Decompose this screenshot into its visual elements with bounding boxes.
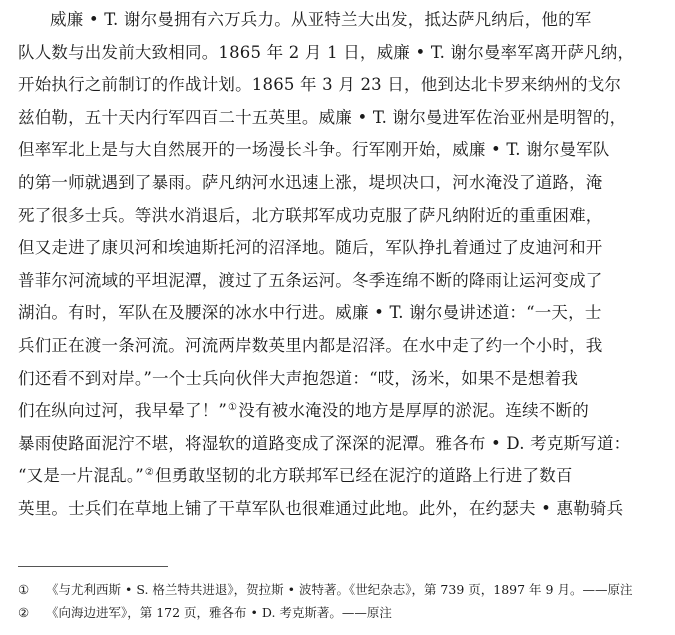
text-line: 威廉 • T. 谢尔曼拥有六万兵力。从亚特兰大出发，抵达萨凡纳后，他的军 — [50, 10, 592, 29]
text-line — [18, 395, 658, 428]
text-line: 英里。士兵们在草地上铺了干草军队也很难通过此地。此外，在约瑟夫 • 惠勒骑兵 — [18, 498, 624, 518]
footnote-number: ② — [18, 605, 30, 620]
footnote-text: 《与尤利西斯 • S. 格兰特共进退》，贺拉斯 • 波特著。《世纪杂志》，第 739 页，1897 年 9 月。——原注 — [46, 582, 633, 597]
text-line: 暴雨使路面泥泞不堪，将湿软的道路变成了深深的泥潭。雅各布 • D. 考克斯写道： — [18, 433, 631, 453]
text-line: 但又走进了康贝河和埃迪斯托河的沼泽地。随后，军队挣扎着通过了皮迪河和开 — [18, 238, 603, 258]
footnotes — [18, 578, 658, 624]
text-line: 但率军北上是与大自然展开的一场漫长斗争。行军刚开始，威廉 • T. 谢尔曼军队 — [18, 140, 610, 160]
text-line: 们还看不到对岸。”一个士兵向伙伴大声抱怨道：“哎，汤米，如果不是想着我 — [18, 368, 579, 388]
footnote-number: ① — [18, 582, 30, 597]
footnote-text: 《向海边进军》，第 172 页，雅各布 • D. 考克斯著。——原注 — [46, 605, 392, 620]
text-segment: 没有被水淹没的地方是厚厚的淤泥。连续不断的 — [238, 401, 589, 421]
text-segment: 但勇敢坚韧的北方联邦军已经在泥泞的道路上行进了数百 — [155, 466, 573, 486]
text-line: 开始执行之前制订的作战计划。1865 年 3 月 23 日，他到达北卡罗来纳州的戈尔 — [18, 75, 622, 95]
text-line: 的第一师就遇到了暴雨。萨凡纳河水迅速上涨，堤坝决口，河水淹没了道路，淹 — [18, 172, 603, 192]
text-segment: “又是一片混乱。” — [18, 466, 144, 486]
footnote-item — [18, 601, 658, 624]
text-line: 普菲尔河流域的平坦泥潭，渡过了五条运河。冬季连绵不断的降雨让运河变成了 — [18, 270, 603, 290]
text-line: 兵们正在渡一条河流。河流两岸数英里内都是沼泽。在水中走了约一个小时，我 — [18, 335, 603, 355]
body-paragraph — [18, 4, 658, 526]
footnote-item — [18, 578, 658, 601]
footnote-divider — [18, 566, 168, 567]
text-line: 湖泊。有时，军队在及腰深的冰水中行进。威廉 • T. 谢尔曼讲述道：“一天，士 — [18, 303, 602, 323]
text-line: 队人数与出发前大致相同。1865 年 2 月 1 日，威廉 • T. 谢尔曼率军离开萨凡纳， — [18, 42, 635, 62]
text-line — [18, 460, 658, 493]
text-segment: 们在纵向过河，我早晕了！” — [18, 401, 228, 421]
footnote-reference-2[interactable]: ② — [144, 466, 155, 478]
text-line: 死了很多士兵。等洪水消退后，北方联邦军成功克服了萨凡纳附近的重重困难， — [18, 205, 603, 225]
text-line: 兹伯勒，五十天内行军四百二十五英里。威廉 • T. 谢尔曼进军佐治亚州是明智的， — [18, 107, 627, 127]
footnote-reference-1[interactable]: ① — [228, 401, 238, 413]
